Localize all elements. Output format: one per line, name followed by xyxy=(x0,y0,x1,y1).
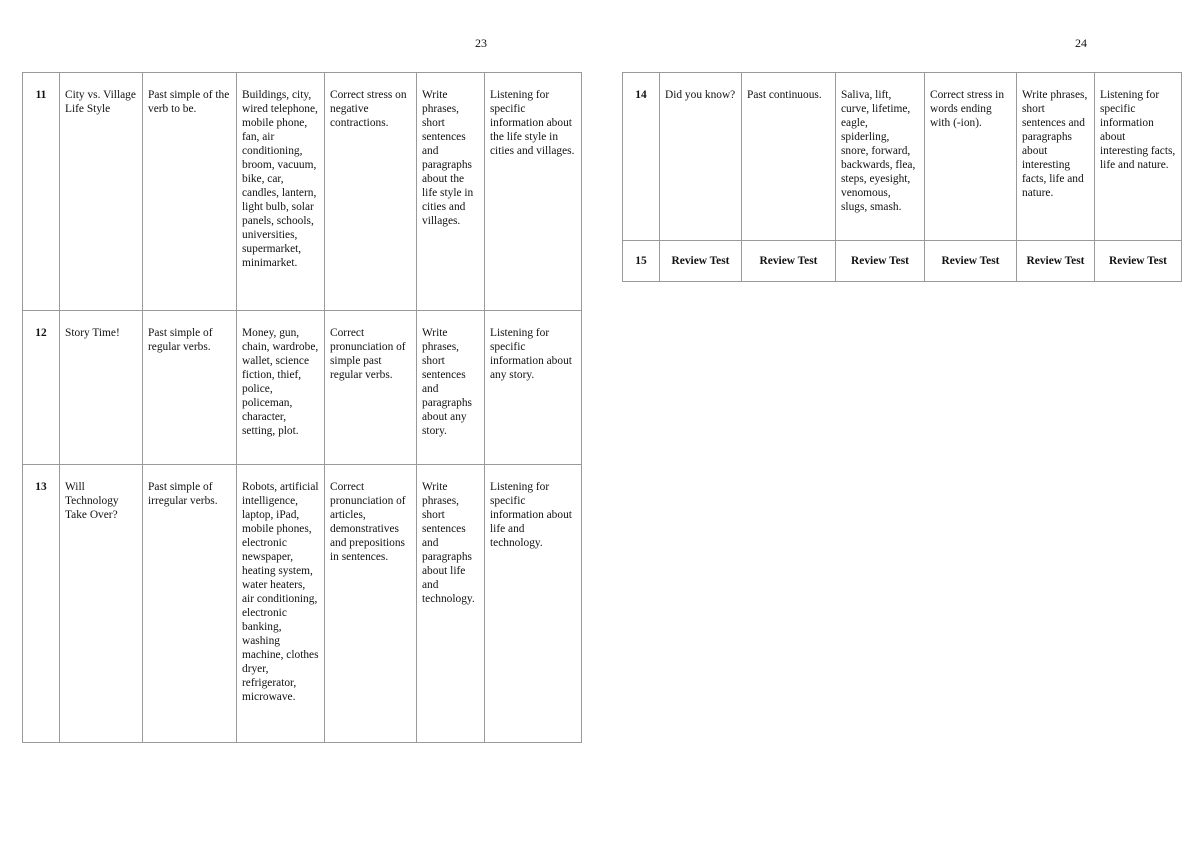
unit-title: Story Time! xyxy=(60,311,143,465)
listening-cell: Listening for specific information about life and technology. xyxy=(485,465,582,743)
review-test-cell: Review Test xyxy=(925,241,1017,282)
unit-number: 13 xyxy=(23,465,60,743)
listening-cell: Listening for specific information about any story. xyxy=(485,311,582,465)
grammar-cell: Past continuous. xyxy=(742,73,836,241)
unit-title: Did you know? xyxy=(660,73,742,241)
unit-number: 12 xyxy=(23,311,60,465)
review-test-cell: Review Test xyxy=(660,241,742,282)
unit-title: City vs. Village Life Style xyxy=(60,73,143,311)
grammar-cell: Past simple of irregular verbs. xyxy=(143,465,237,743)
table-row-unit-12 xyxy=(23,311,582,465)
review-test-cell: Review Test xyxy=(1095,241,1182,282)
writing-cell: Write phrases, short sentences and paragraphs about interesting facts, life and nature. xyxy=(1017,73,1095,241)
unit-title: Will Technology Take Over? xyxy=(60,465,143,743)
writing-cell: Write phrases, short sentences and paragraphs about life and technology. xyxy=(417,465,485,743)
vocabulary-cell: Money, gun, chain, wardrobe, wallet, science fiction, thief, police, policeman, character, setting, plot. xyxy=(237,311,325,465)
syllabus-table-right xyxy=(622,72,1182,282)
pronunciation-cell: Correct pronunciation of articles, demonstratives and prepositions in sentences. xyxy=(325,465,417,743)
table-row-unit-14 xyxy=(623,73,1182,241)
review-test-cell: Review Test xyxy=(1017,241,1095,282)
grammar-cell: Past simple of regular verbs. xyxy=(143,311,237,465)
review-test-cell: Review Test xyxy=(836,241,925,282)
page-number-right: 24 xyxy=(1075,36,1087,50)
table-row-unit-15 xyxy=(623,241,1182,282)
unit-number: 11 xyxy=(23,73,60,311)
pronunciation-cell: Correct pronunciation of simple past regular verbs. xyxy=(325,311,417,465)
vocabulary-cell: Buildings, city, wired telephone, mobile phone, fan, air conditioning, broom, vacuum, bike, car, candles, lantern, light bulb, solar panels, schools, universities, supermarket, minimarket. xyxy=(237,73,325,311)
page-number-left: 23 xyxy=(475,36,487,50)
writing-cell: Write phrases, short sentences and paragraphs about the life style in cities and villages. xyxy=(417,73,485,311)
unit-number: 15 xyxy=(623,241,660,282)
grammar-cell: Past simple of the verb to be. xyxy=(143,73,237,311)
pronunciation-cell: Correct stress on negative contractions. xyxy=(325,73,417,311)
vocabulary-cell: Robots, artificial intelligence, laptop, iPad, mobile phones, electronic newspaper, heating system, water heaters, air conditioning, electronic banking, washing machine, clothes dryer, refrigerator, microwave. xyxy=(237,465,325,743)
vocabulary-cell: Saliva, lift, curve, lifetime, eagle, spiderling, snore, forward, backwards, flea, steps, eyesight, venomous, slugs, smash. xyxy=(836,73,925,241)
table-row-unit-11 xyxy=(23,73,582,311)
syllabus-table-left xyxy=(22,72,582,743)
unit-number: 14 xyxy=(623,73,660,241)
listening-cell: Listening for specific information about the life style in cities and villages. xyxy=(485,73,582,311)
review-test-cell: Review Test xyxy=(742,241,836,282)
table-row-unit-13 xyxy=(23,465,582,743)
pronunciation-cell: Correct stress in words ending with (-ion). xyxy=(925,73,1017,241)
listening-cell: Listening for specific information about interesting facts, life and nature. xyxy=(1095,73,1182,241)
writing-cell: Write phrases, short sentences and paragraphs about any story. xyxy=(417,311,485,465)
